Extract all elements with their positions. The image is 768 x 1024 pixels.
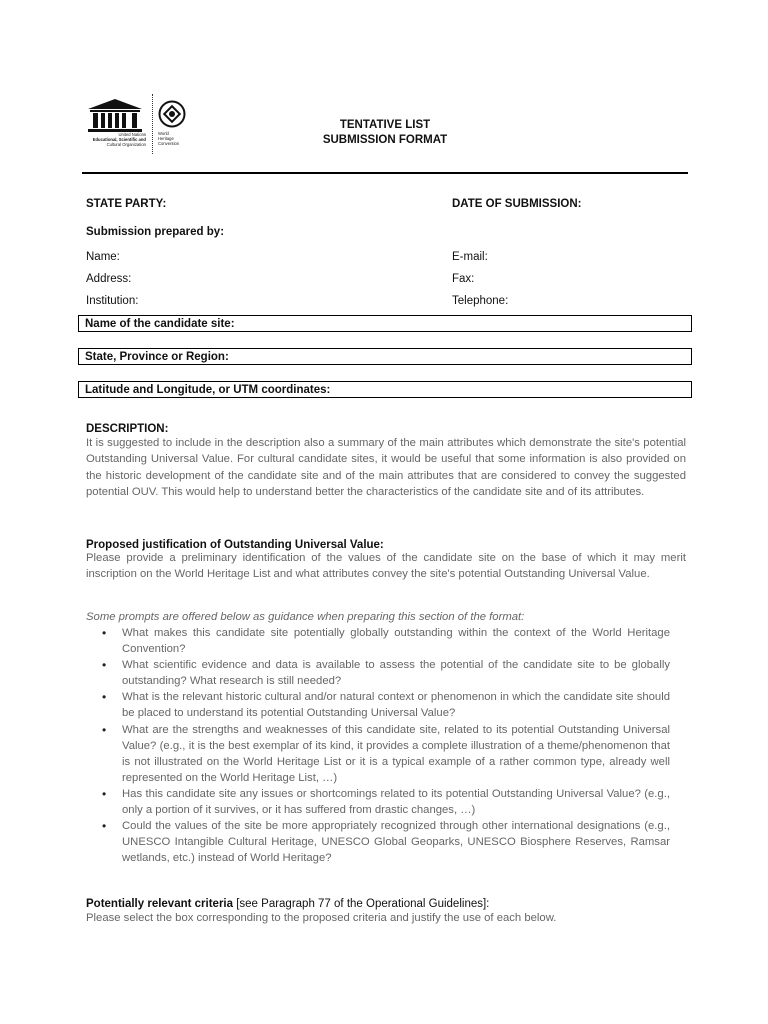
address-label: Address: [86,273,132,285]
telephone-label: Telephone: [452,295,509,307]
whc-name [158,131,179,146]
list-item: • What are the strengths and weaknesses of this candidate site, related to its potential Outstanding Universal Value? (e.g., it is the best exemplar of its kind, it provides a complete illustration of a theme/phenomenon that is not illustrated on the World Heritage List or it is a typical example of a rather common type, already well represented on the World Heritage List, …) [100,722,670,786]
description-body: It is suggested to include in the description also a summary of the main attributes which demonstrate the site's potential Outstanding Universal Value. For cultural candidate sites, it would be useful that some information is also provided on the historic development of the candidate site and of the main attributes that are considered to convey the suggested potential OUV. This would help to understand better the characteristics of the candidate site and of its attributes. [86,437,686,498]
coordinates-field[interactable] [78,381,692,398]
region-field[interactable] [78,348,692,365]
justification-body: Please provide a preliminary identification of the values of the candidate site on the base of which it may merit inscription on the World Heritage List and what attributes convey the site's potential Outstanding Universal Value. [86,552,686,581]
institution-label: Institution: [86,295,139,307]
unesco-line: United Nations [118,132,146,137]
criteria-heading-bold: Potentially relevant criteria [86,898,234,910]
state-party-label: STATE PARTY: [86,198,167,210]
region-label: State, Province or Region: [85,351,229,363]
guidance-prompt: Some prompts are offered below as guidance when preparing this section of the format: [86,611,525,623]
logo-divider [152,94,153,154]
world-heritage-emblem-icon [158,100,186,128]
whc-line: World [158,131,169,136]
justification-heading: Proposed justification of Outstanding Universal Value: [86,539,384,551]
criteria-heading-rest: [see Paragraph 77 of the Operational Guidelines]: [233,898,490,910]
list-item: • What scientific evidence and data is available to assess the potential of the candidate site to be globally outstanding? What research is still needed? [100,657,670,689]
document-title [260,118,510,148]
fax-label: Fax: [452,273,475,285]
guidance-list [100,625,670,866]
title-line: TENTATIVE LIST [339,119,431,131]
whc-line: Heritage [158,136,174,141]
criteria-heading [86,897,489,911]
criteria-body: Please select the box corresponding to the proposed criteria and justify the use of each below. [86,912,557,924]
whc-line: Convention [158,141,180,146]
email-label: E-mail: [452,251,488,263]
unesco-line: Cultural Organization [106,142,146,147]
coordinates-label: Latitude and Longitude, or UTM coordinates: [85,384,331,396]
description-heading: DESCRIPTION: [86,423,169,435]
list-item: • Could the values of the site be more appropriately recognized through other international designations (e.g., UNESCO Intangible Cultural Heritage, UNESCO Global Geoparks, UNESCO Biosphere Reserves, Ramsar wetlands, etc.) instead of World Heritage? [100,818,670,866]
list-item: • Has this candidate site any issues or shortcomings related to its potential Outstanding Universal Value? (e.g., only a portion of it survives, or it has suffered from drastic changes, …) [100,786,670,818]
candidate-site-label: Name of the candidate site: [85,318,235,330]
title-line: SUBMISSION FORMAT [322,134,448,146]
date-of-submission-label: DATE OF SUBMISSION: [452,198,582,210]
list-item: • What makes this candidate site potentially globally outstanding within the context of the World Heritage Convention? [100,625,670,657]
header-rule [82,172,688,174]
prepared-by-label: Submission prepared by: [86,226,225,238]
name-label: Name: [86,251,120,263]
unesco-line: Educational, Scientific and [92,137,146,142]
unesco-temple-logo [86,97,144,133]
unesco-org-name [82,132,146,147]
list-item: • What is the relevant historic cultural and/or natural context or phenomenon in which the candidate site should be placed to understand its potential Outstanding Universal Value? [100,689,670,721]
candidate-site-field[interactable] [78,315,692,332]
